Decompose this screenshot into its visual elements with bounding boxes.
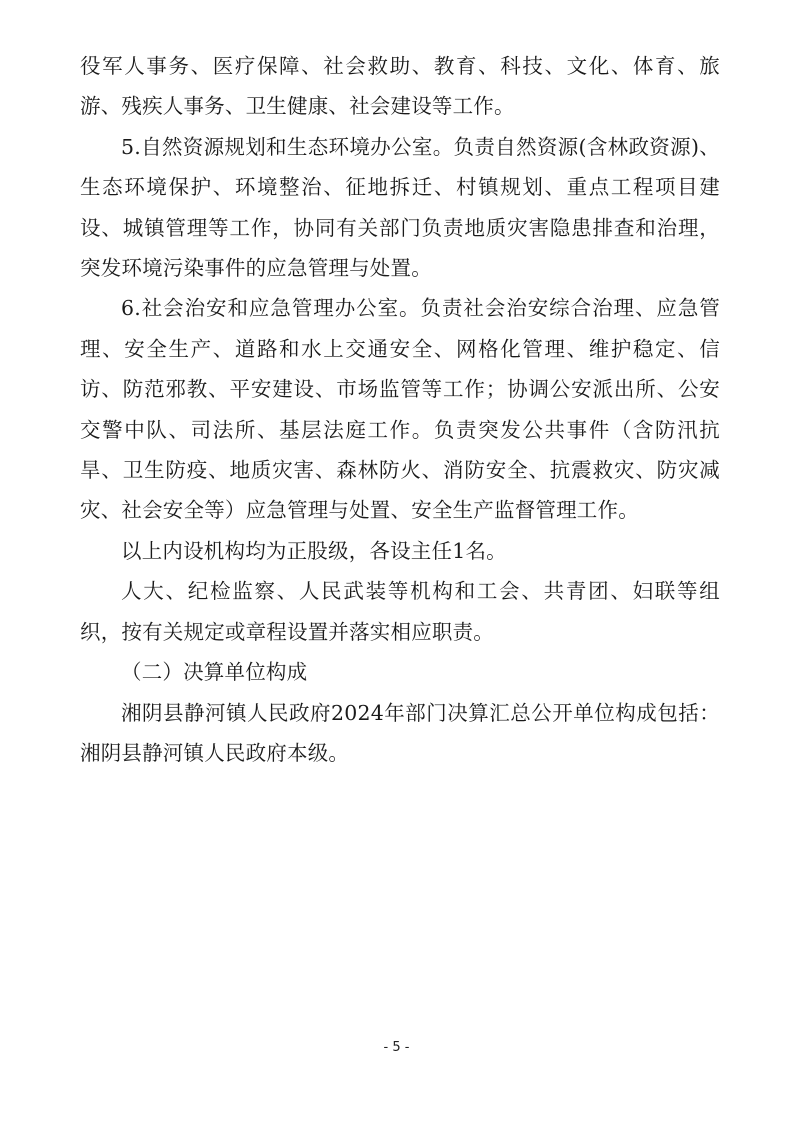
paragraph-public-security-office: 6.社会治安和应急管理办公室。负责社会治安综合治理、应急管理、安全生产、道路和水上交通安全、网格化管理、维护稳定、信访、防范邪教、平安建设、市场监管等工作；协调公安派出所、公安交警中队、司法所、基层法庭工作。负责突发公共事件（含防汛抗旱、卫生防疫、地质灾害、森林防火、消防安全、抗震救灾、防灾减灾、社会安全等）应急管理与处置、安全生产监督管理工作。 [80, 296, 720, 523]
paragraph-natural-resources-office: 5.自然资源规划和生态环境办公室。负责自然资源(含林政资源)、生态环境保护、环境整治、征地拆迁、村镇规划、重点工程项目建设、城镇管理等工作，协同有关部门负责地质灾害隐患排查和治理，突发环境污染事件的应急管理与处置。 [80, 134, 720, 281]
paragraph-continuation: 役军人事务、医疗保障、社会救助、教育、科技、文化、体育、旅游、残疾人事务、卫生健康、社会建设等工作。 [80, 54, 720, 119]
paragraph-organizations: 人大、纪检监察、人民武装等机构和工会、共青团、妇联等组织，按有关规定或章程设置并落实相应职责。 [80, 579, 720, 644]
body-text [80, 46, 720, 773]
paragraph-office-rank: 以上内设机构均为正股级，各设主任1名。 [121, 538, 507, 563]
page-number: - 5 - [383, 1040, 410, 1055]
section-heading-unit-composition: （二）决算单位构成 [121, 660, 308, 685]
paragraph-unit-composition: 湘阴县静河镇人民政府2024年部门决算汇总公开单位构成包括：湘阴县静河镇人民政府本级。 [80, 700, 720, 765]
